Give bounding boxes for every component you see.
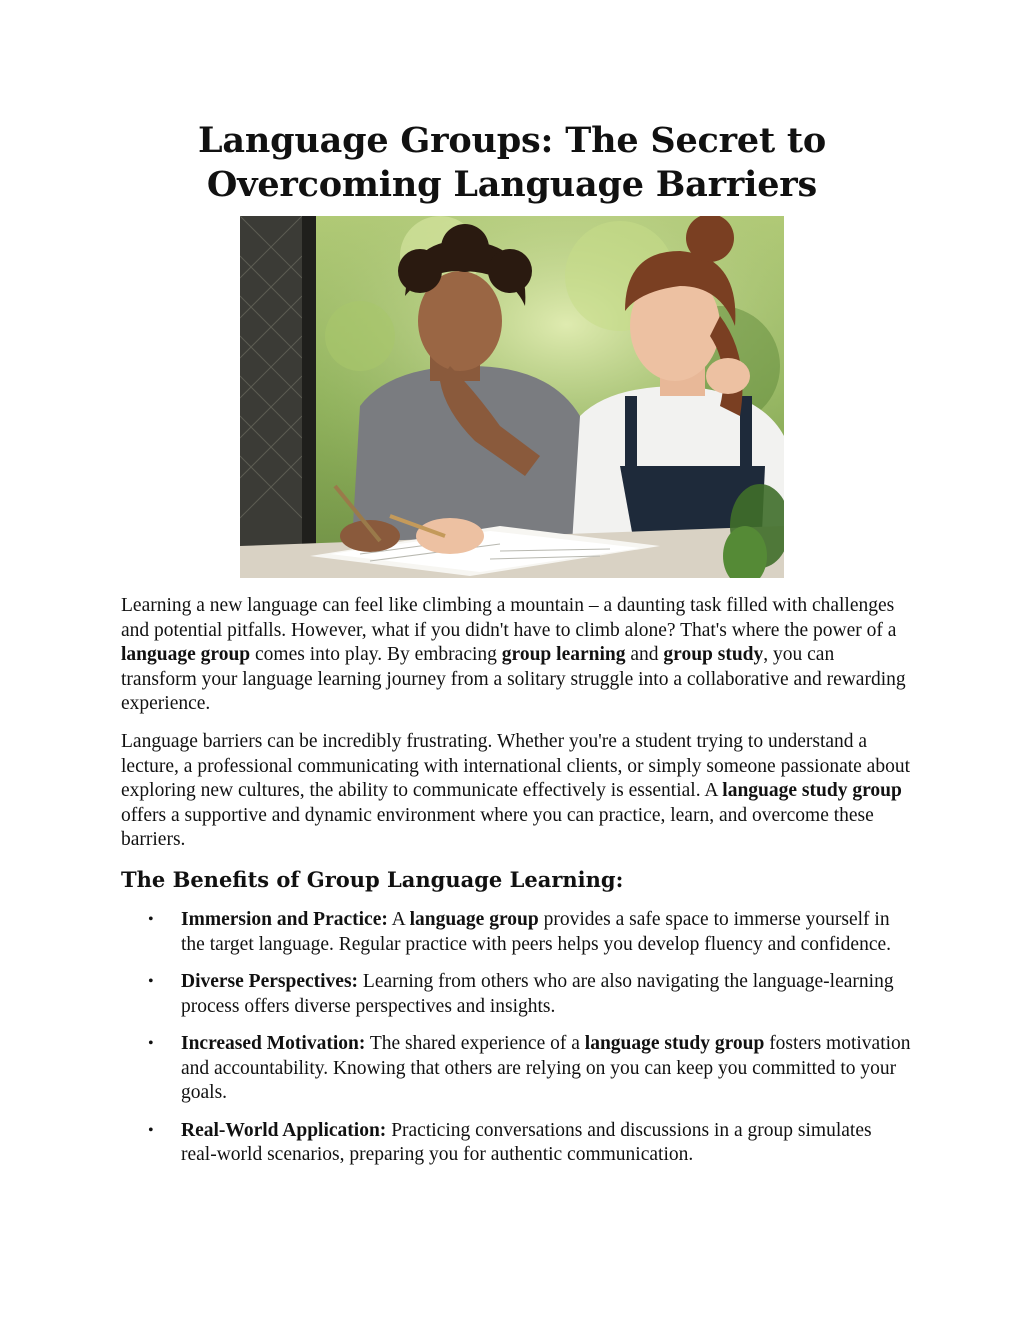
text-run: The shared experience of a: [365, 1033, 585, 1054]
bullet-icon: •: [148, 911, 154, 928]
text-run: , you can transform your language learning journey from a solitary struggle into a collaborative and rewarding experience.: [121, 644, 906, 714]
intro-paragraph: [121, 594, 911, 717]
article-photo: [240, 216, 784, 578]
text-run: Practicing conversations and discussions in a group simulates real-world scenarios, preparing you for authentic communication.: [181, 1119, 872, 1165]
list-item: [148, 908, 911, 957]
text-run: and: [625, 644, 664, 665]
benefit-label: Diverse Perspectives:: [181, 971, 359, 992]
benefits-heading: The Benefits of Group Language Learning:: [121, 867, 624, 892]
benefits-list: [148, 908, 911, 1181]
list-item: [148, 1032, 911, 1106]
bullet-icon: •: [148, 973, 154, 990]
text-run: A: [387, 909, 410, 930]
bullet-icon: •: [148, 1121, 154, 1139]
bold-keyword: language group: [409, 909, 539, 930]
list-item: [148, 970, 911, 1019]
text-run: provides a safe space to immerse yourself in the target language. Regular practice with peers helps you develop fluency and confidence.: [181, 909, 892, 955]
barriers-paragraph: [121, 730, 911, 853]
text-run: Learning from others who are also navigating the language-learning process offers diverse perspectives and insights.: [181, 971, 894, 1017]
benefit-label: Immersion and Practice:: [181, 909, 388, 930]
text-run: Language barriers can be incredibly frustrating. Whether you're a student trying to understand a lecture, a professional communicating with international clients, or simply someone passionate about exploring new cultures, the ability to communicate effectively is essential. A: [121, 731, 911, 801]
benefit-label: Real-World Application:: [181, 1119, 387, 1141]
page-title: Language Groups: The Secret to Overcoming Language Barriers: [197, 120, 827, 205]
bullet-icon: •: [148, 1035, 154, 1052]
text-run: offers a supportive and dynamic environment where you can practice, learn, and overcome these barriers.: [121, 804, 874, 850]
list-item: [148, 1119, 911, 1168]
bold-keyword: group study: [663, 644, 764, 665]
benefit-label: Increased Motivation:: [181, 1033, 366, 1054]
text-run: Learning a new language can feel like climbing a mountain – a daunting task filled with challenges and potential pitfalls. However, what if you didn't have to climb alone? That's where the power of a: [121, 595, 897, 641]
text-run: fosters motivation and accountability. Knowing that others are relying on you can keep you committed to your goals.: [181, 1033, 911, 1103]
bold-keyword: language group: [121, 644, 251, 665]
bold-keyword: language study group: [584, 1033, 765, 1054]
text-run: comes into play. By embracing: [250, 644, 502, 665]
bold-keyword: group learning: [501, 644, 626, 665]
bold-keyword: language study group: [722, 780, 902, 801]
